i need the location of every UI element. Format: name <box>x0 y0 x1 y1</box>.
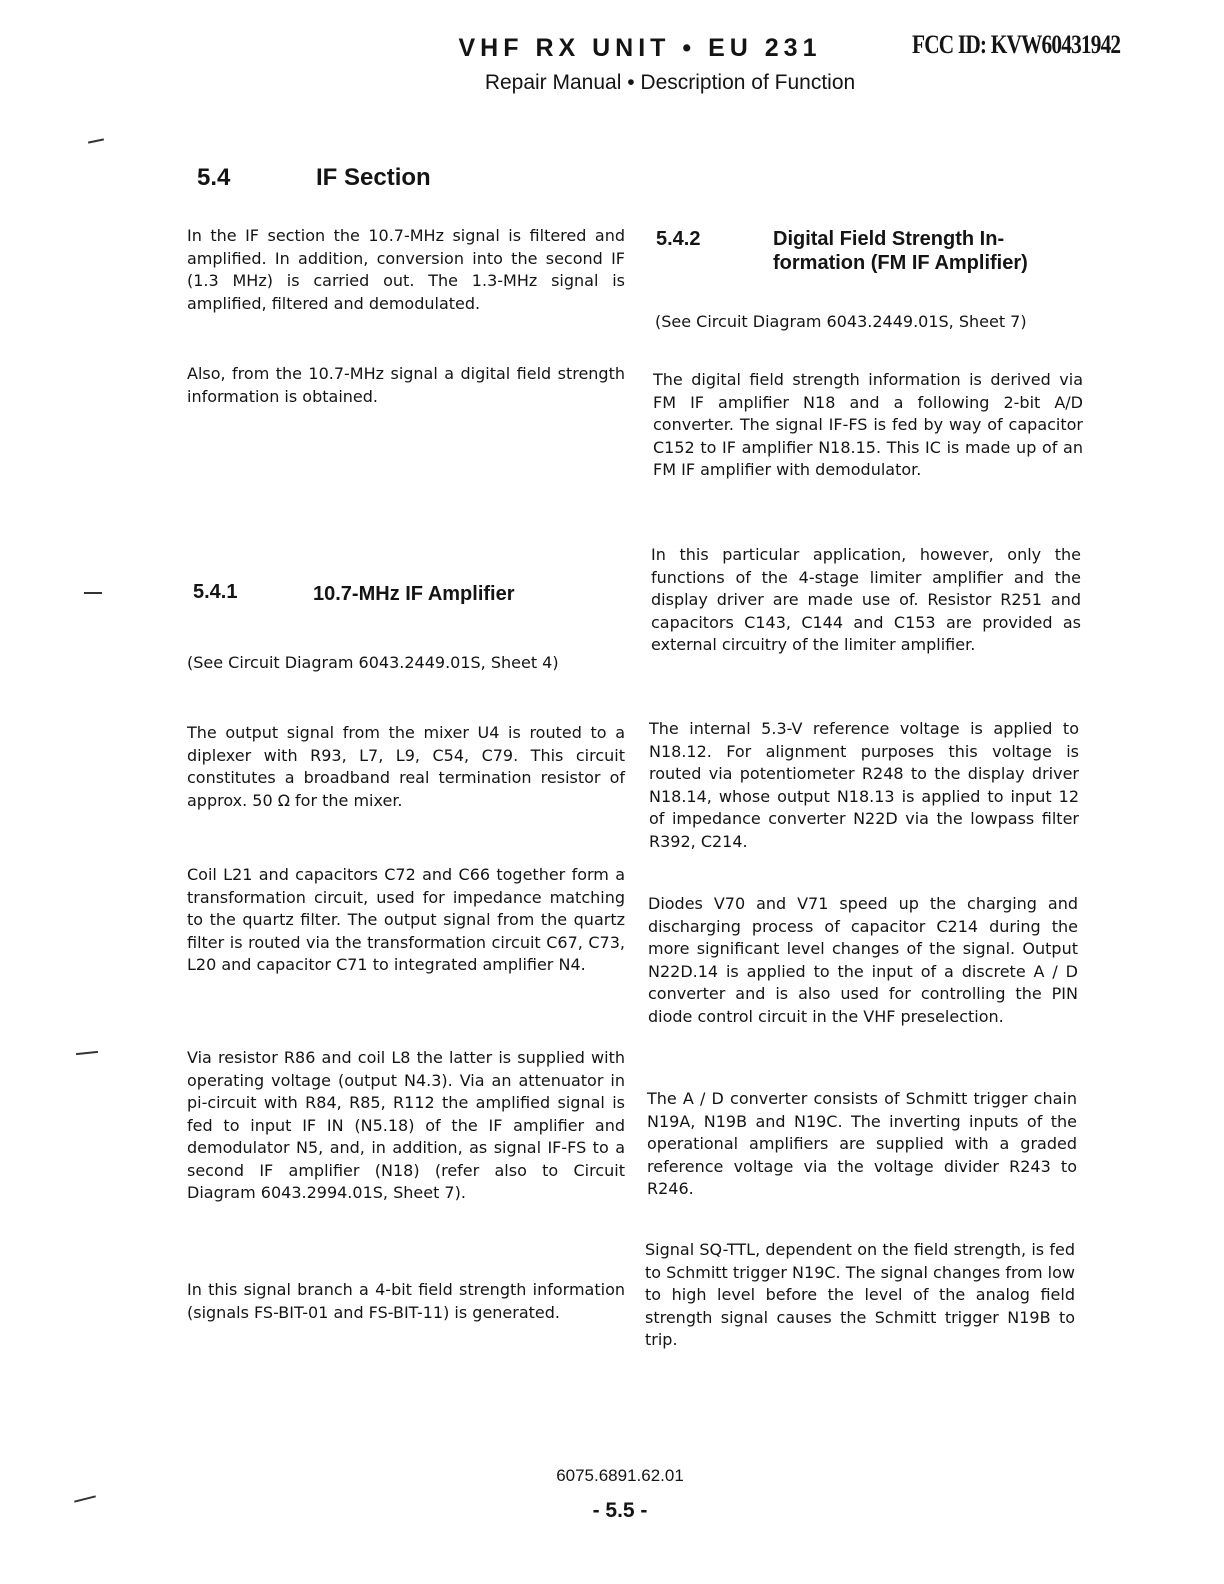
fcc-id: FCC ID: KVW60431942 <box>912 30 1121 59</box>
paragraph: Diodes V70 and V71 speed up the charging and discharging process of capacitor C214 during the more significant level changes of the signal. Output N22D.14 is applied to the input of a discrete A / D converter and is also used for controlling the PIN diode control circuit in the VHF preselection. <box>648 894 1078 1026</box>
paragraph: The output signal from the mixer U4 is routed to a diplexer with R93, L7, L9, C54, C79. This circuit constitutes a broadband real termination resistor of approx. 50 Ω for the mixer. <box>187 723 625 810</box>
paragraph: The internal 5.3-V reference voltage is applied to N18.12. For alignment purposes this voltage is routed via potentiometer R248 to the display driver N18.14, whose output N18.13 is applied to input 12 of impedance converter N22D via the lowpass filter R392, C214. <box>649 719 1079 851</box>
paragraph: The digital field strength information is derived via FM IF amplifier N18 and a following 2-bit A/D converter. The signal IF-FS is fed by way of capacitor C152 to IF amplifier N18.15. This IC is made up of an FM IF amplifier with demodulator. <box>653 370 1083 479</box>
document-code: 6075.6891.62.01 <box>556 1466 684 1485</box>
paragraph: Signal SQ-TTL, dependent on the field strength, is fed to Schmitt trigger N19C. The signal changes from low to high level before the level of the analog field strength signal causes the Schmitt trigger N19B to trip. <box>645 1240 1075 1349</box>
paragraph: The A / D converter consists of Schmitt trigger chain N19A, N19B and N19C. The inverting inputs of the operational amplifiers are supplied with a graded reference voltage via the voltage divider R243 to R246. <box>647 1089 1077 1198</box>
page-number: - 5.5 - <box>592 1499 648 1522</box>
circuit-reference: (See Circuit Diagram 6043.2449.01S, Sheet 7) <box>655 312 1027 331</box>
scan-mark <box>84 592 102 594</box>
paragraph: In this signal branch a 4-bit field strength information (signals FS-BIT-01 and FS-BIT-11) is generated. <box>187 1280 625 1322</box>
scan-mark <box>76 1051 98 1055</box>
document-subtitle: Repair Manual • Description of Function <box>484 71 856 94</box>
document-title: VHF RX UNIT • EU 231 <box>458 34 822 62</box>
paragraph: Via resistor R86 and coil L8 the latter is supplied with operating voltage (output N4.3). Via an attenuator in pi-circuit with R84, R85, R112 the amplified signal is fed to input IF IN (N5.18) of the IF amplifier and demodulator N5, and, in addition, as signal IF-FS to a second IF amplifier (N18) (refer also to Circuit Diagram 6043.2994.01S, Sheet 7). <box>187 1048 625 1202</box>
scan-mark <box>88 138 104 143</box>
subsection-title: 10.7-MHz IF Amplifier <box>313 583 515 605</box>
section-intro-paragraph: Also, from the 10.7-MHz signal a digital field strength information is obtained. <box>187 364 625 406</box>
section-intro-paragraph: In the IF section the 10.7-MHz signal is filtered and amplified. In addition, conversion into the second IF (1.3 MHz) is carried out. The 1.3-MHz signal is amplified, filtered and demodulated. <box>187 226 625 313</box>
section-title: IF Section <box>316 164 431 191</box>
circuit-reference: (See Circuit Diagram 6043.2449.01S, Sheet 4) <box>187 653 559 672</box>
paragraph: Coil L21 and capacitors C72 and C66 together form a transformation circuit, used for impedance matching to the quartz filter. The output signal from the quartz filter is routed via the transformation circuit C67, C73, L20 and capacitor C71 to integrated amplifier N4. <box>187 865 625 974</box>
section-number: 5.4 <box>197 164 231 191</box>
subsection-title-line1: Digital Field Strength In- <box>773 228 1005 250</box>
paragraph: In this particular application, however, only the functions of the 4-stage limiter amplifier and the display driver are made use of. Resistor R251 and capacitors C143, C144 and C153 are provided as external circuitry of the limiter amplifier. <box>651 545 1081 654</box>
subsection-number: 5.4.1 <box>193 581 238 603</box>
scan-mark <box>74 1495 96 1502</box>
subsection-title-line2: formation (FM IF Amplifier) <box>773 252 1028 274</box>
subsection-number: 5.4.2 <box>656 228 701 250</box>
